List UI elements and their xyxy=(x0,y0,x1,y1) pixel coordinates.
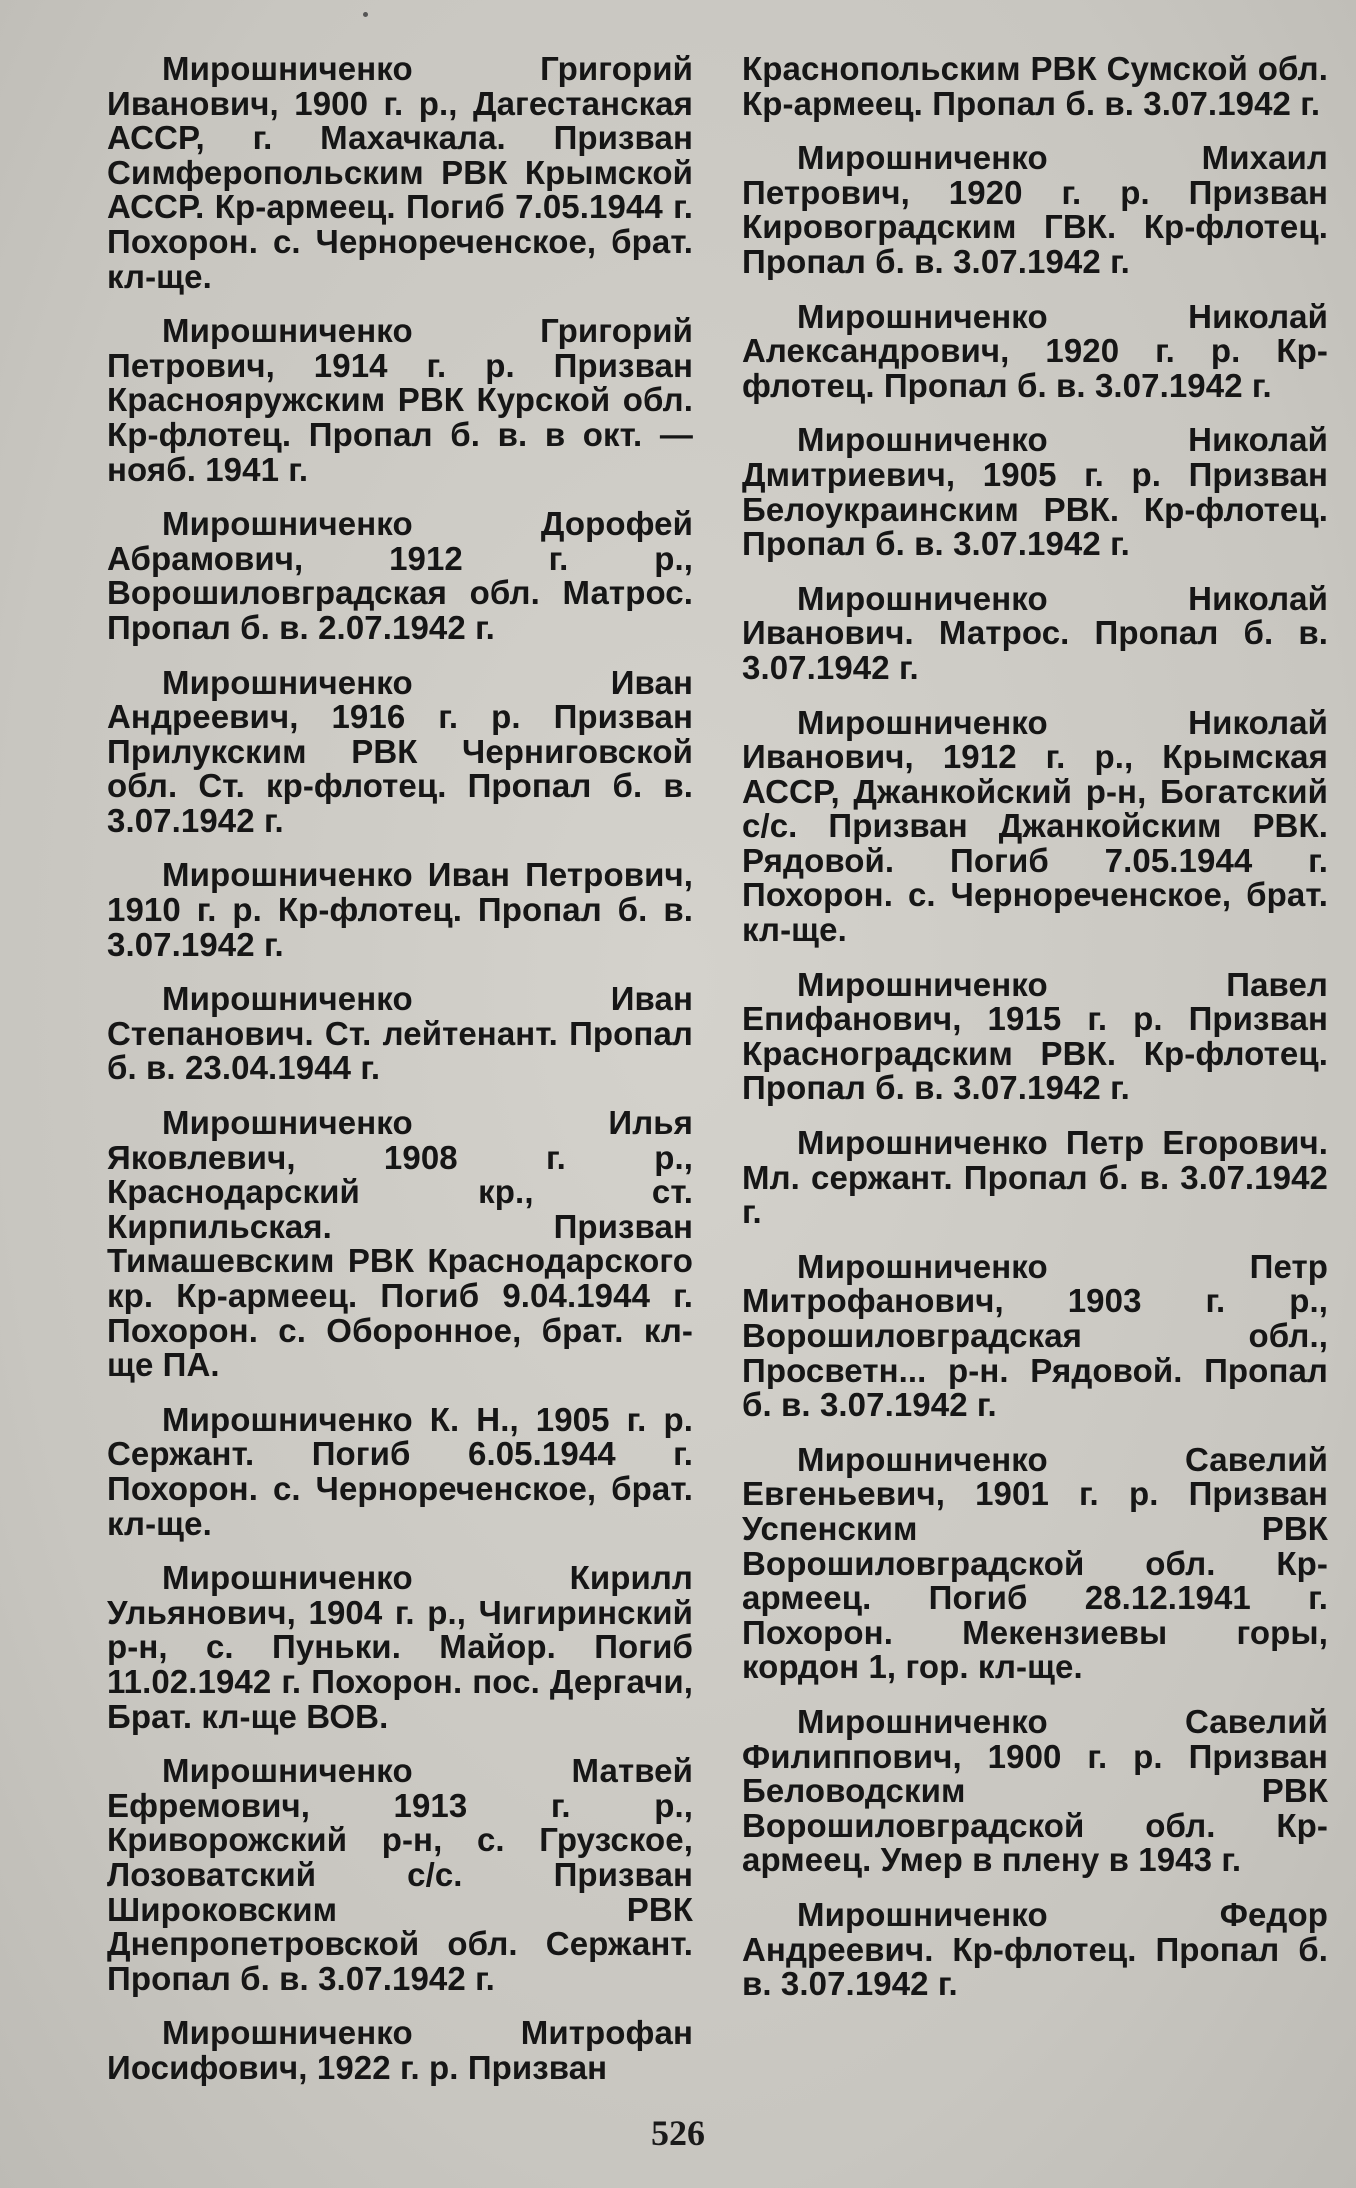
entry-text: 1904 г. р., Чигиринский р-н, с. Пуньки. Майор. Погиб 11.02.1942 г. Похорон. пос. Дергачи, Брат. кл-ще ВОВ. xyxy=(107,1593,693,1735)
entry-name: Мирошниченко Кирилл Ульянович, xyxy=(107,1559,693,1631)
entry xyxy=(107,2016,693,2085)
entry-name: Мирошниченко Павел Епифанович, xyxy=(742,965,1328,1038)
entry-text: 1900 г. р. Призван Беловодским РВК Ворошиловградской обл. Кр-армеец. Умер в плену в 1943 г. xyxy=(742,1737,1328,1879)
entry-name: Мирошниченко Савелий Евгеньевич, xyxy=(742,1440,1328,1513)
entry-text: Ст. лейтенант. Пропал б. в. 23.04.1944 г. xyxy=(107,1014,693,1087)
entry-text: 1914 г. р. Призван Краснояружским РВК Курской обл. Кр-флотец. Пропал б. в. в окт. — нояб. 1941 г. xyxy=(107,346,693,488)
entry-text: 1920 г. р. Призван Кировоградским ГВК. Кр-флотец. Пропал б. в. 3.07.1942 г. xyxy=(742,173,1328,280)
entry-name: Мирошниченко Петр Егорович. xyxy=(797,1124,1328,1162)
entry-name: Мирошниченко Матвей Ефремович, xyxy=(107,1752,693,1824)
entry-name: Мирошниченко Иван Андреевич, xyxy=(107,663,693,736)
entry xyxy=(742,423,1328,561)
entry-name: Мирошниченко Дорофей Абрамович, xyxy=(107,505,693,577)
entry-name: Мирошниченко Григорий Иванович, xyxy=(107,50,693,122)
entry xyxy=(107,507,693,645)
entry xyxy=(107,1106,693,1383)
entry xyxy=(742,965,1328,1107)
entry-text: 1900 г. р., Дагестанская АССР, г. Махачкала. Призван Симферопольским РВК Крымской АССР. Кр-армеец. Погиб 7.05.1944 г. Похорон. с. Чернореченское, брат. кл-ще. xyxy=(107,84,693,295)
entry-name: Мирошниченко Федор Андреевич. xyxy=(742,1895,1328,1968)
entry-name: Мирошниченко Николай Александрович, xyxy=(742,297,1328,370)
entry-name: Мирошниченко Николай Дмитриевич, xyxy=(742,421,1328,493)
entry-name: Мирошниченко Илья Яковлевич, xyxy=(107,1104,693,1176)
right-column xyxy=(742,52,1328,2022)
entry xyxy=(107,1561,693,1734)
entry xyxy=(107,663,693,839)
entry-text: 1912 г. р., Крымская АССР, Джанкойский р-н, Богатский с/с. Призван Джанкойским РВК. Рядовой. Погиб 7.05.1944 г. Похорон. с. Чернореченское, брат. кл-ще. xyxy=(742,738,1328,949)
entry-text: 1920 г. р. Кр-флотец. Пропал б. в. 3.07.1942 г. xyxy=(742,332,1328,404)
entry-text: 1910 г. р. Кр-флотец. Пропал б. в. 3.07.1942 г. xyxy=(107,891,693,963)
entry-text: 1908 г. р., Краснодарский кр., ст. Кирпильская. Призван Тимашевским РВК Краснодарского кр. Кр-армеец. Погиб 9.04.1944 г. Похорон. с. Оборонное, брат. кл-ще ПА. xyxy=(107,1138,693,1384)
entry-text: 1913 г. р., Криворожский р-н, с. Грузское, Лозоватский с/с. Призван Широковским РВК Днепропетровской обл. Сержант. Пропал б. в. 3.07.1942 г. xyxy=(107,1786,693,1997)
entry-name: Мирошниченко Митрофан Иосифович, xyxy=(107,2014,693,2086)
entry xyxy=(742,703,1328,949)
page-number: 526 xyxy=(651,2113,705,2153)
entry-text: Матрос. Пропал б. в. 3.07.1942 г. xyxy=(742,614,1328,686)
entry xyxy=(742,1702,1328,1879)
entry-text: 1916 г. р. Призван Прилукским РВК Черниговской обл. Ст. кр-флотец. Пропал б. в. 3.07.1942 г. xyxy=(107,698,693,839)
entry-text: Кр-флотец. Пропал б. в. 3.07.1942 г. xyxy=(742,1930,1328,2003)
entry xyxy=(107,858,693,962)
entry-text: 1901 г. р. Призван Успенским РВК Ворошиловградской обл. Кр-армеец. Погиб 28.12.1941 г. Похорон. Мекензиевы горы, кордон 1, гор. кл-ще. xyxy=(742,1475,1328,1686)
entry-text: 1905 г. р. Сержант. Погиб 6.05.1944 г. Похорон. с. Чернореченское, брат. кл-ще. xyxy=(107,1400,693,1542)
entry-text: Мл. сержант. Пропал б. в. 3.07.1942 г. xyxy=(742,1158,1328,1231)
entry xyxy=(742,297,1328,404)
entry xyxy=(742,141,1328,279)
print-speck xyxy=(363,12,368,17)
entry-text: 1905 г. р. Призван Белоукраинским РВК. Кр-флотец. Пропал б. в. 3.07.1942 г. xyxy=(742,455,1328,563)
entry-text: 1903 г. р., Ворошиловградская обл., Просветн... р-н. Рядовой. Пропал б. в. 3.07.1942 г. xyxy=(742,1282,1328,1424)
entry-name: Мирошниченко Григорий Петрович, xyxy=(107,312,693,384)
entry-name: Мирошниченко Николай Иванович, xyxy=(742,703,1328,776)
entry-name: Мирошниченко Николай Иванович. xyxy=(742,579,1328,652)
entry-name: Мирошниченко Иван Петрович, xyxy=(162,856,693,894)
entry xyxy=(107,314,693,487)
entry-text: 1922 г. р. Призван xyxy=(307,2048,608,2086)
left-column xyxy=(107,52,693,2105)
entry-name: Мирошниченко Иван Степанович. xyxy=(107,980,693,1052)
entry-text: Краснопольским РВК Сумской обл. Кр-армеец. Пропал б. в. 3.07.1942 г. xyxy=(742,50,1328,122)
entry xyxy=(742,1440,1328,1686)
entry xyxy=(742,1247,1328,1424)
entry xyxy=(107,1754,693,1996)
entry-text: 1915 г. р. Призван Красноградским РВК. Кр-флотец. Пропал б. в. 3.07.1942 г. xyxy=(742,1000,1328,1107)
entry-name: Мирошниченко Савелий Филиппович, xyxy=(742,1702,1328,1775)
entry-continuation xyxy=(742,52,1328,121)
entry xyxy=(107,52,693,294)
entry-name: Мирошниченко Петр Митрофанович, xyxy=(742,1247,1328,1320)
entry xyxy=(742,1895,1328,2003)
entry xyxy=(742,1126,1328,1230)
entry xyxy=(107,1400,693,1542)
entry-text: 1912 г. р., Ворошиловградская обл. Матрос. Пропал б. в. 2.07.1942 г. xyxy=(107,539,693,646)
entry xyxy=(107,982,693,1086)
entry-name: Мирошниченко Михаил Петрович, xyxy=(742,139,1328,211)
entry-name: Мирошниченко К. Н., xyxy=(162,1400,519,1438)
entry xyxy=(742,579,1328,686)
